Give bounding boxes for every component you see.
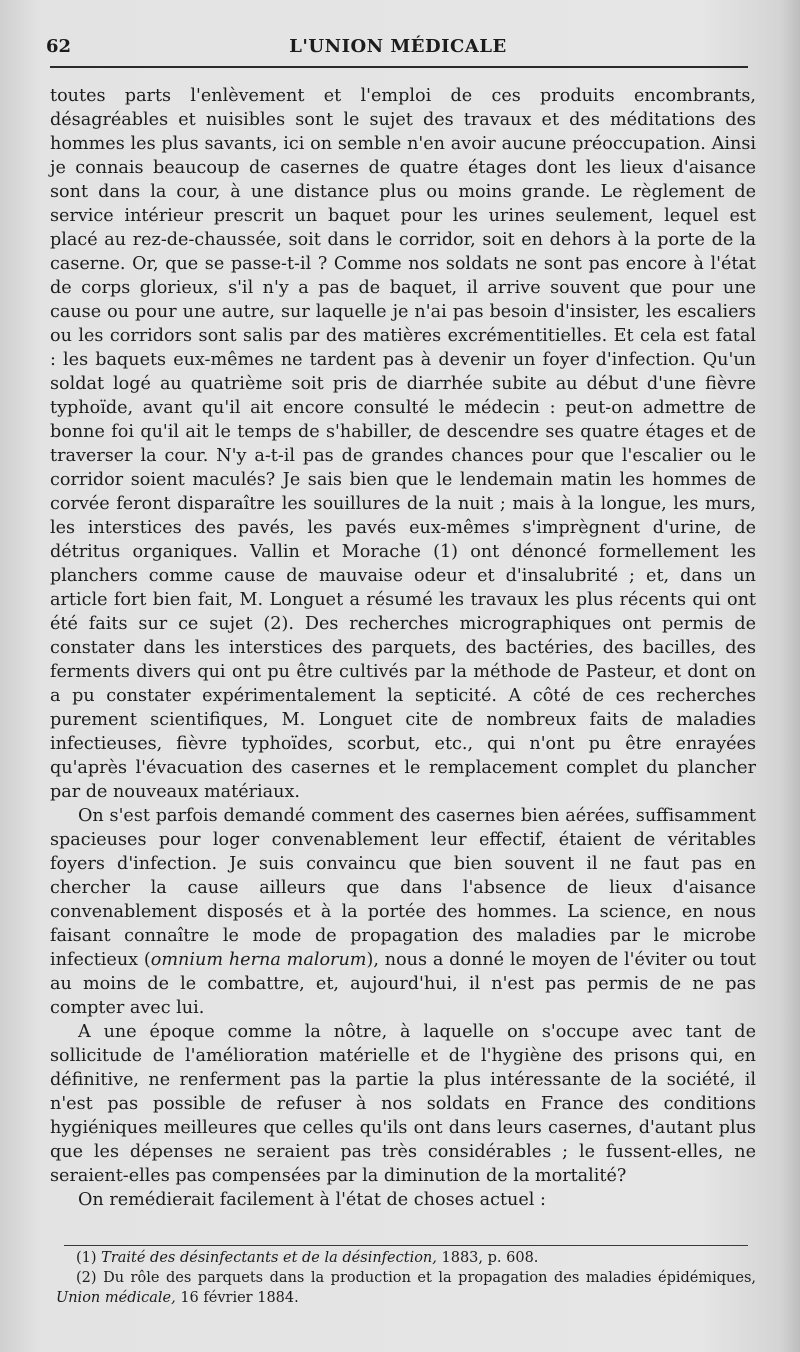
paragraph: On remédierait facilement à l'état de choses actuel : — [78, 1190, 546, 1210]
footnote — [56, 1268, 756, 1308]
paragraph-italic: omnium herna malorum — [150, 950, 367, 970]
footnote-text: 16 février 1884. — [175, 1290, 299, 1306]
footnote — [56, 1248, 756, 1268]
footnotes — [56, 1248, 756, 1308]
running-head: L'UNION MÉDICALE — [289, 36, 507, 57]
page-number: 62 — [46, 36, 72, 57]
paragraph-text: On s'est parfois demandé comment des casernes bien aérées, suffisamment spacieuses pour loger convenablement leur effectif, étaient de véritables foyers d'infection. Je suis convaincu que bien souvent il ne faut pas en chercher la cause ailleurs que dans l'absence de lieux d'aisance convenablement disposés et à la portée des hommes. La science, en nous faisant connaître le mode de propagation des maladies par le microbe infectieux ( — [50, 806, 756, 970]
footnote-marker: (2) — [76, 1270, 97, 1286]
header-rule — [50, 66, 748, 68]
paragraph-text: ), nous a donné le moyen de l'éviter ou tout au moins de le combattre, et, aujourd'hui, il n'est pas permis de ne pas compter avec lui. — [50, 950, 756, 1018]
footnote-rule — [64, 1245, 748, 1246]
paragraph: A une époque comme la nôtre, à laquelle on s'occupe avec tant de sollicitude de l'amélioration matérielle et de l'hygiène des prisons qui, en définitive, ne renferment pas la partie la plus intéressante de la société, il n'est pas possible de refuser à nos soldats en France des conditions hygiéniques meilleures que celles qu'ils ont dans leurs casernes, d'autant plus que les dépenses ne seraient pas très considérables ; le fussent-elles, ne seraient-elles pas compensées par la diminution de la mortalité? — [50, 1022, 756, 1186]
paragraph: toutes parts l'enlèvement et l'emploi de ces produits encombrants, désagréables et nuisibles sont le sujet des travaux et des méditations des hommes les plus savants, ici on semble n'en avoir aucune préoccupation. Ainsi je connais beaucoup de casernes de quatre étages dont les lieux d'aisance sont dans la cour, à une distance plus ou moins grande. Le règlement de service intérieur prescrit un baquet pour les urines seulement, lequel est placé au rez-de-chaussée, soit dans le corridor, soit en dehors à la porte de la caserne. Or, que se passe-t-il ? Comme nos soldats ne sont pas encore à l'état de corps glorieux, s'il n'y a pas de baquet, il arrive souvent que pour une cause ou pour une autre, sur laquelle je n'ai pas besoin d'insister, les escaliers ou les corridors sont salis par des matières excrémentitielles. Et cela est fatal : les baquets eux-mêmes ne tardent pas à devenir un foyer d'infection. Qu'un soldat logé au quatrième soit pris de diarrhée subite au début d'une fièvre typhoïde, avant qu'il ait encore consulté le médecin : peut-on admettre de bonne foi qu'il ait le temps de s'habiller, de descendre ses quatre étages et de traverser la cour. N'y a-t-il pas de grandes chances pour que l'escalier ou le corridor soient maculés? Je sais bien que le lendemain matin les hommes de corvée feront disparaître les souillures de la nuit ; mais à la longue, les murs, les interstices des pavés, les pavés eux-mêmes s'imprègnent d'urine, de détritus organiques. Vallin et Morache (1) ont dénoncé formellement les planchers comme cause de mauvaise odeur et d'insalubrité ; et, dans un article fort bien fait, M. Longuet a résumé les travaux les plus récents qui ont été faits sur ce sujet (2). Des recherches micrographiques ont permis de constater dans les interstices des parquets, des bactéries, des bacilles, des ferments divers qui ont pu être cultivés par la méthode de Pasteur, et dont on a pu constater expérimentalement la septicité. A côté de ces recherches purement scientifiques, M. Longuet cite de nombreux faits de maladies infectieuses, fièvre typhoïdes, scorbut, etc., qui n'ont pu être enrayées qu'après l'évacuation des casernes et le remplacement complet du plancher par de nouveaux matériaux. — [50, 86, 756, 802]
footnote-text: Du rôle des parquets dans la production et la propagation des maladies épidémiques, — [96, 1270, 756, 1286]
body-text — [50, 84, 756, 1212]
footnote-title: Traité des désinfectants et de la désinfection, — [101, 1250, 437, 1266]
paragraph — [50, 804, 756, 1020]
footnote-title: Union médicale, — [56, 1290, 176, 1306]
footnote-marker: (1) — [76, 1250, 97, 1266]
footnote-text: 1883, p. 608. — [436, 1250, 539, 1266]
page-header — [44, 36, 752, 62]
